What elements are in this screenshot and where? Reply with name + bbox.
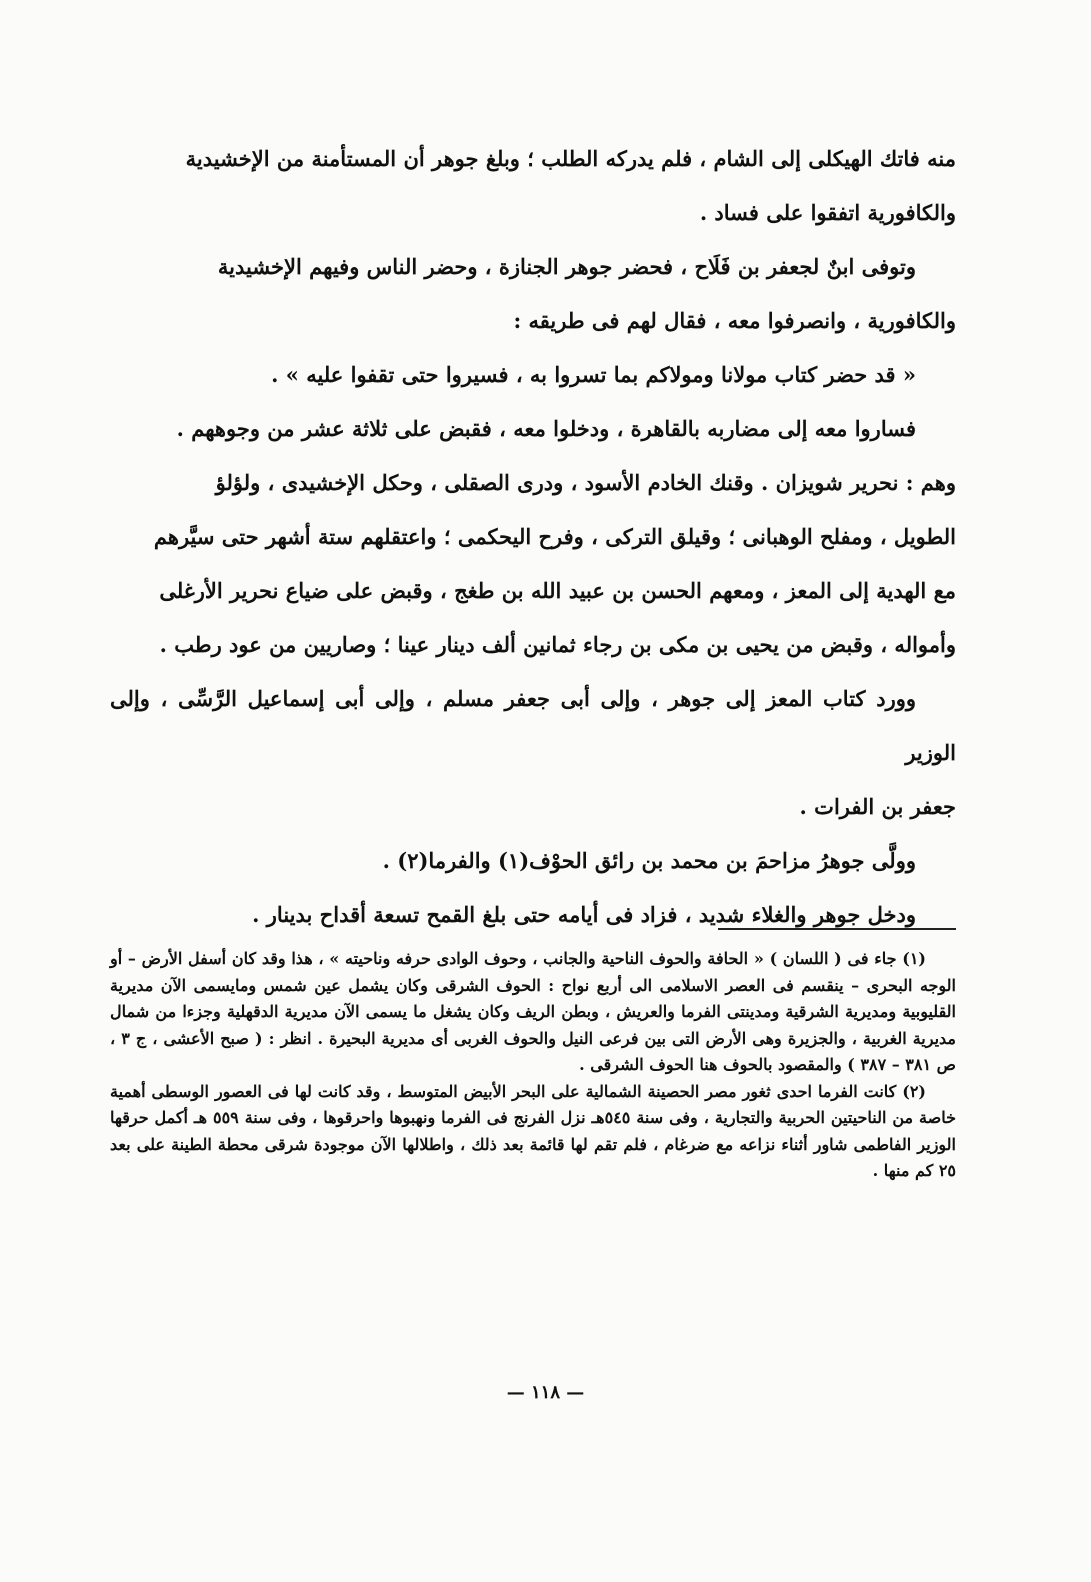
footnote-1: (١) جاء فى ( اللسان ) « الحافة والحوف الناحية والجانب ، وحوف الوادى حرفه وناحيته » ، هذا وقد كان أسفل الأرض – أو الوجه البحرى – ينقسم فى العصر الاسلامى الى أربع نواح : الحوف الشرقى وكان يشمل عين شمس ومايسمى الآن مديرية القليوبية ومديرية الشرقية ومدينتى الفرما والعريش ، وبطن الريف وكان يشغل ما يسمى الآن مديرية الدقهلية وجزءا من شمال مديرية الغربية ، والجزيرة وهى الأرض التى بين فرعى النيل والحوف الغربى أى مديرية البحيرة . انظر : ( صبح الأعشى ، ج ٣ ، ص ٣٨١ – ٣٨٧ ) والمقصود بالحوف هنا الحوف الشرقى . [110,949,957,1074]
paragraph-2-line-2: والكافورية ، وانصرفوا معه ، فقال لهم فى طريقه : [513,308,956,333]
paragraph-3-line-5: وأمواله ، وقبض من يحيى بن مكى بن رجاء ثمانين ألف دينار عينا ؛ وصاريين من عود رطب . [159,632,956,657]
footnote-2: (٢) كانت الفرما احدى ثغور مصر الحصينة الشمالية على البحر الأبيض المتوسط ، وقد كانت لها فى العصور الوسطى أهمية خاصة من الناحيتين الحربية والتجارية ، وفى سنة ٥٤٥هـ نزل الفرنج فى الفرما ونهبوها واحرقوها ، وفى سنة ٥٥٩ هـ أكمل حرقها الوزير الفاطمى شاور أثناء نزاعه مع ضرغام ، فلم تقم لها قائمة بعد ذلك ، واطلالها الآن موجودة شرقى محطة الطينة على بعد ٢٥ كم منها . [110,1081,956,1180]
page-number: — ١١٨ — [506,1382,585,1403]
paragraph-4-line-2: جعفر بن الفرات . [799,794,956,819]
paragraph-4-line-1: وورد كتاب المعز إلى جوهر ، وإلى أبى جعفر مسلم ، وإلى أبى إسماعيل الرَّسِّى ، وإلى الوزير [110,686,956,765]
paragraph-3-line-4: مع الهدية إلى المعز ، ومعهم الحسن بن عبيد الله بن طغج ، وقبض على ضياع نحرير الأرغلى [159,578,956,603]
paragraph-1-line-2: والكافورية اتفقوا على فساد . [699,200,956,225]
paragraph-2-line-1: وتوفى ابنٌ لجعفر بن فَلَاح ، فحضر جوهر الجنازة ، وحضر الناس وفيهم الإخشيدية [217,254,916,279]
paragraph-3-line-2: وهم : نحرير شويزان . وقنك الخادم الأسود ، ودرى الصقلى ، وحكل الإخشيدى ، ولؤلؤ [215,470,956,495]
paragraph-3-line-3: الطويل ، ومفلح الوهبانى ؛ وقيلق التركى ، وفرح اليحكمى ؛ واعتقلهم ستة أشهر حتى سيَّرهم [153,524,956,549]
paragraph-6: ودخل جوهر والغلاء شديد ، فزاد فى أيامه حتى بلغ القمح تسعة أقداح بدينار . [252,902,916,927]
paragraph-1-line-1: منه فاتك الهيكلى إلى الشام ، فلم يدركه الطلب ؛ وبلغ جوهر أن المستأمنة من الإخشيدية [185,146,956,171]
paragraph-3-line-1: فساروا معه إلى مضاربه بالقاهرة ، ودخلوا معه ، فقبض على ثلاثة عشر من وجوههم . [176,416,916,441]
quoted-letter: « قد حضر كتاب مولانا ومولاكم بما تسروا به ، فسيروا حتى تقفوا عليه » . [271,362,916,387]
footnotes [110,946,956,1185]
main-text [110,132,956,942]
footnote-divider [718,928,956,930]
paragraph-5: وولَّى جوهرُ مزاحمَ بن محمد بن رائق الحوْف(١) والفرما(٢) . [382,848,916,873]
